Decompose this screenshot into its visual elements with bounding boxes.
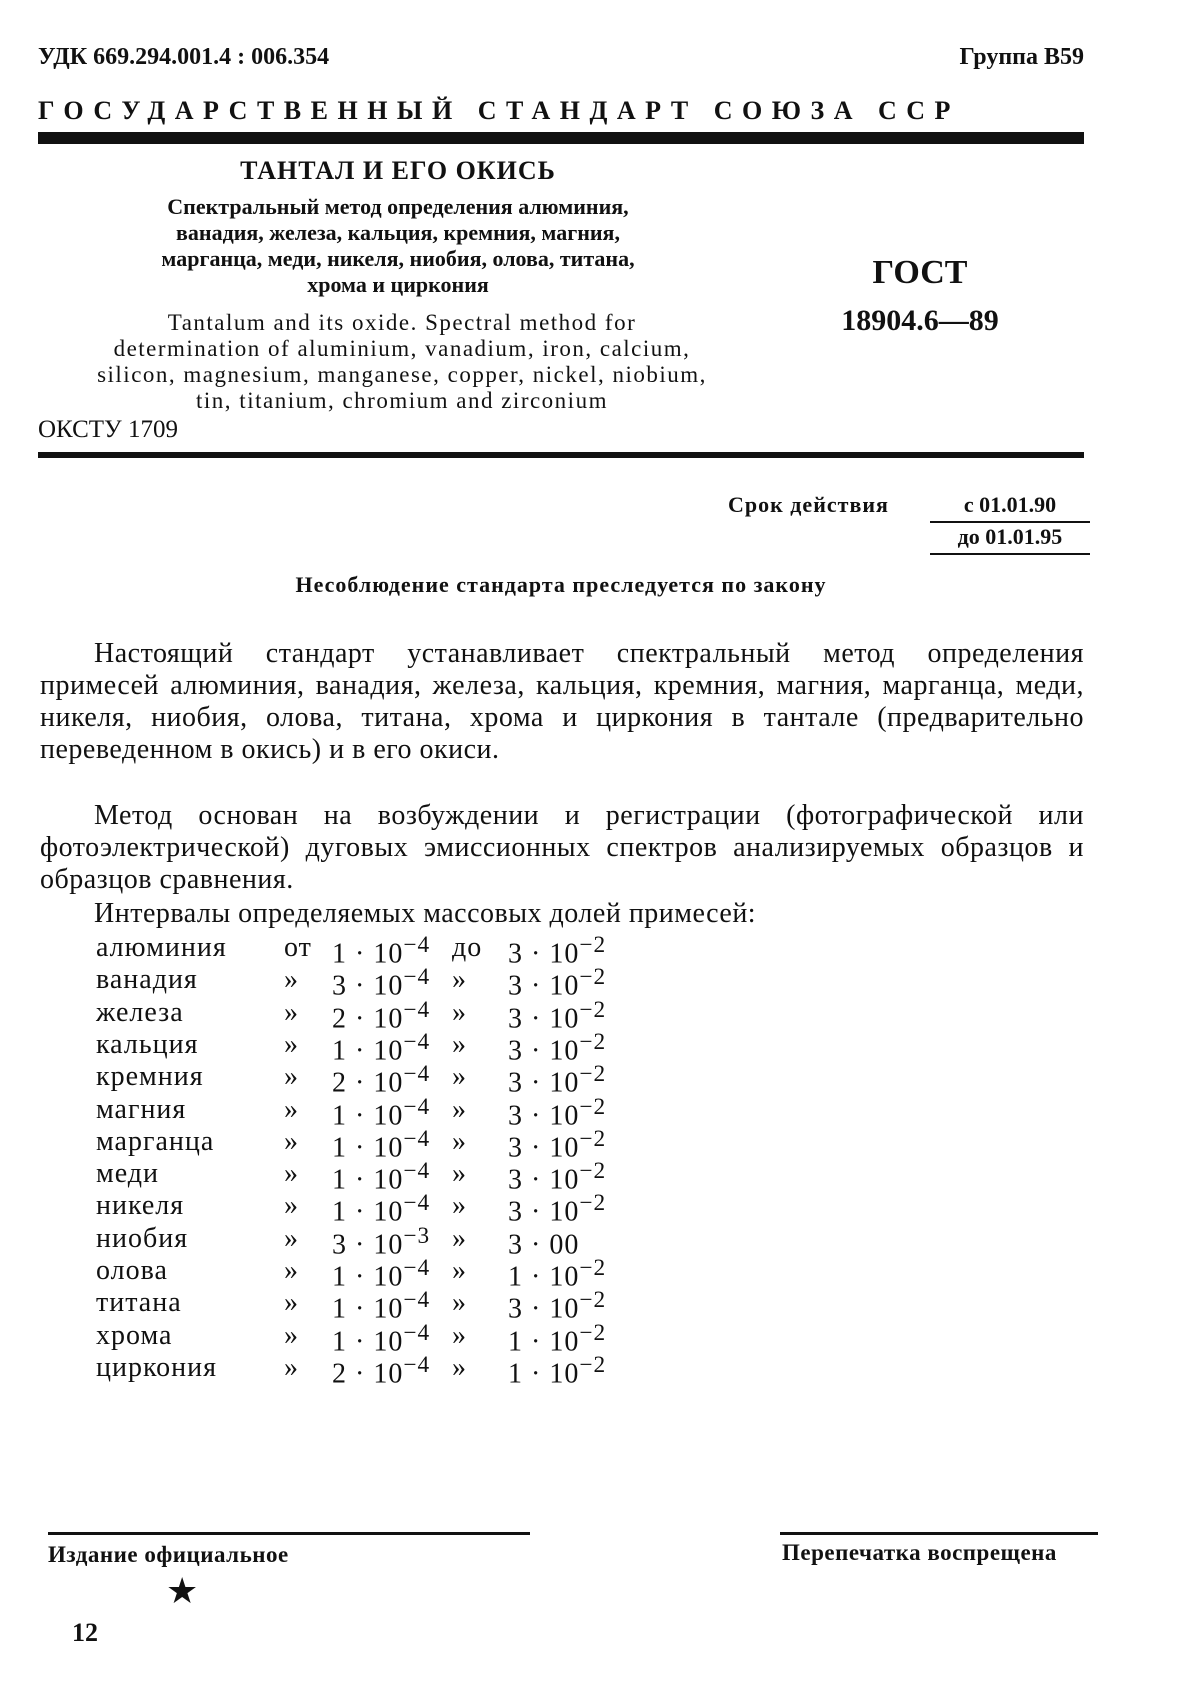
from-base: 1 · 10 bbox=[332, 1164, 404, 1196]
to-base: 3 · 10 bbox=[508, 1002, 580, 1034]
from-value bbox=[332, 1352, 430, 1390]
law-notice: Несоблюдение стандарта преследуется по закону bbox=[295, 572, 827, 597]
paragraph-method: Метод основан на возбуждении и регистрации (фотографической или фотоэлектрической) дуговых эмиссионных спектров анализируемых образцов и образцов сравнения. bbox=[40, 800, 1084, 895]
to-exponent: −2 bbox=[579, 1061, 607, 1088]
to-prefix: » bbox=[452, 1061, 467, 1093]
from-prefix: » bbox=[284, 1028, 299, 1060]
from-exponent: −4 bbox=[403, 1061, 431, 1088]
element-name: ванадия bbox=[96, 964, 198, 996]
to-exponent: −2 bbox=[579, 996, 607, 1023]
element-name: ниобия bbox=[96, 1222, 189, 1254]
to-prefix: » bbox=[452, 1158, 467, 1190]
to-prefix: » bbox=[452, 1093, 467, 1125]
from-exponent: −4 bbox=[403, 1319, 431, 1346]
gost-number: 18904.6—89 bbox=[841, 304, 999, 337]
to-prefix: до bbox=[452, 932, 483, 963]
element-name: магния bbox=[96, 1093, 187, 1125]
from-base: 1 · 10 bbox=[332, 1196, 404, 1228]
from-base: 1 · 10 bbox=[332, 1293, 404, 1325]
element-name: железа bbox=[96, 996, 184, 1028]
from-prefix: от bbox=[284, 932, 312, 963]
from-exponent: −3 bbox=[403, 1222, 431, 1249]
to-prefix: » bbox=[452, 1028, 467, 1060]
from-prefix: » bbox=[284, 1319, 299, 1351]
english-title-line: tin, titanium, chromium and zirconium bbox=[196, 388, 608, 413]
to-base: 3 · 10 bbox=[508, 1067, 580, 1099]
english-title-line: silicon, magnesium, manganese, copper, nickel, niobium, bbox=[97, 362, 707, 387]
footer-rule-right bbox=[780, 1532, 1098, 1535]
element-name: меди bbox=[96, 1158, 160, 1190]
english-title-line: determination of aluminium, vanadium, iron, calcium, bbox=[113, 336, 691, 361]
element-name: титана bbox=[96, 1287, 182, 1319]
to-base: 3 · 10 bbox=[508, 938, 580, 970]
to-prefix: » bbox=[452, 1255, 467, 1286]
to-base: 3 · 10 bbox=[508, 1132, 580, 1164]
to-exponent: −2 bbox=[579, 1190, 607, 1217]
element-name: марганца bbox=[96, 1125, 215, 1157]
to-base: 3 · 10 bbox=[508, 1035, 580, 1067]
to-exponent: −2 bbox=[579, 1287, 607, 1314]
to-base: 3 · 10 bbox=[508, 1293, 580, 1325]
to-exponent: −2 bbox=[579, 1028, 607, 1055]
to-prefix: » bbox=[452, 996, 467, 1028]
from-prefix: » bbox=[284, 996, 299, 1028]
document-subtitle bbox=[70, 194, 726, 298]
element-name: хрома bbox=[96, 1319, 173, 1351]
udk-code: УДК 669.294.001.4 : 006.354 bbox=[38, 44, 330, 70]
from-prefix: » bbox=[284, 1093, 299, 1125]
intro-paragraph bbox=[40, 638, 1084, 766]
to-prefix: » bbox=[452, 1351, 467, 1383]
from-base: 3 · 10 bbox=[332, 970, 404, 1002]
element-name: кремния bbox=[96, 1061, 204, 1093]
from-base: 1 · 10 bbox=[332, 1035, 404, 1067]
from-base: 1 · 10 bbox=[332, 1261, 404, 1293]
to-exponent: −2 bbox=[579, 1093, 607, 1120]
from-base: 2 · 10 bbox=[332, 1358, 404, 1390]
paragraph-scope: Настоящий стандарт устанавливает спектральный метод определения примесей алюминия, ванадия, железа, кальция, кремния, магния, марганца, меди, никеля, ниобия, олова, титана, хрома и циркония в тантале (предварительно переведенном в окись) и в его окиси. bbox=[40, 638, 1084, 765]
from-prefix: » bbox=[284, 1222, 299, 1254]
subtitle-line: хрома и циркония bbox=[307, 272, 489, 297]
edition-note: Издание официальное bbox=[48, 1542, 289, 1567]
validity-to: до 01.01.95 bbox=[930, 524, 1090, 555]
element-name: олова bbox=[96, 1255, 168, 1286]
to-prefix: » bbox=[452, 1125, 467, 1157]
star-icon: ★ bbox=[166, 1571, 199, 1611]
from-exponent: −4 bbox=[403, 1190, 431, 1217]
subtitle-line: Спектральный метод определения алюминия, bbox=[167, 194, 629, 219]
element-name: циркония bbox=[96, 1351, 217, 1383]
from-exponent: −4 bbox=[403, 932, 431, 958]
to-prefix: » bbox=[452, 1222, 467, 1254]
element-name: никеля bbox=[96, 1190, 185, 1222]
gost-label: ГОСТ bbox=[872, 254, 968, 291]
to-exponent: −2 bbox=[579, 1125, 607, 1152]
to-base: 3 · 10 bbox=[508, 1099, 580, 1131]
to-base: 3 · 10 bbox=[508, 1196, 580, 1228]
method-paragraph bbox=[40, 800, 1084, 896]
okstu-code: ОКСТУ 1709 bbox=[38, 416, 179, 443]
to-exponent: −2 bbox=[579, 932, 607, 958]
from-exponent: −4 bbox=[403, 1125, 431, 1152]
reprint-note: Перепечатка воспрещена bbox=[782, 1540, 1057, 1565]
to-base: 3 · 00 bbox=[508, 1229, 580, 1261]
from-prefix: » bbox=[284, 964, 299, 996]
english-title-line: Tantalum and its oxide. Spectral method for bbox=[167, 310, 637, 335]
from-exponent: −4 bbox=[403, 1028, 431, 1055]
from-exponent: −4 bbox=[403, 1255, 431, 1281]
to-prefix: » bbox=[452, 964, 467, 996]
from-base: 2 · 10 bbox=[332, 1002, 404, 1034]
subtitle-line: марганца, меди, никеля, ниобия, олова, титана, bbox=[161, 246, 635, 271]
from-exponent: −4 bbox=[403, 1351, 431, 1378]
from-base: 3 · 10 bbox=[332, 1229, 404, 1261]
validity-label: Срок действия bbox=[728, 492, 889, 517]
from-exponent: −4 bbox=[403, 1093, 431, 1120]
group-code: Группа В59 bbox=[959, 44, 1084, 70]
from-prefix: » bbox=[284, 1158, 299, 1190]
from-base: 1 · 10 bbox=[332, 1325, 404, 1357]
element-name: алюминия bbox=[96, 932, 227, 963]
intervals-title: Интервалы определяемых массовых долей примесей: bbox=[94, 898, 757, 929]
from-prefix: » bbox=[284, 1061, 299, 1093]
element-name: кальция bbox=[96, 1028, 199, 1060]
from-prefix: » bbox=[284, 1287, 299, 1319]
to-exponent: −2 bbox=[579, 1319, 607, 1346]
header-rule bbox=[38, 132, 1084, 144]
to-value bbox=[508, 1352, 606, 1390]
from-prefix: » bbox=[284, 1351, 299, 1383]
from-base: 1 · 10 bbox=[332, 938, 404, 970]
from-prefix: » bbox=[284, 1125, 299, 1157]
from-base: 1 · 10 bbox=[332, 1132, 404, 1164]
subtitle-line: ванадия, железа, кальция, кремния, магния, bbox=[176, 220, 620, 245]
to-base: 1 · 10 bbox=[508, 1358, 580, 1390]
to-base: 1 · 10 bbox=[508, 1325, 580, 1357]
to-prefix: » bbox=[452, 1190, 467, 1222]
to-prefix: » bbox=[452, 1319, 467, 1351]
from-exponent: −4 bbox=[403, 1158, 431, 1185]
from-exponent: −4 bbox=[403, 1287, 431, 1314]
to-exponent: −2 bbox=[579, 1255, 607, 1281]
validity-from: с 01.01.90 bbox=[930, 492, 1090, 523]
to-base: 1 · 10 bbox=[508, 1261, 580, 1293]
from-exponent: −4 bbox=[403, 964, 431, 991]
to-base: 3 · 10 bbox=[508, 1164, 580, 1196]
to-prefix: » bbox=[452, 1287, 467, 1319]
from-base: 1 · 10 bbox=[332, 1099, 404, 1131]
from-base: 2 · 10 bbox=[332, 1067, 404, 1099]
to-exponent: −2 bbox=[579, 1351, 607, 1378]
from-prefix: » bbox=[284, 1190, 299, 1222]
english-title bbox=[38, 310, 766, 414]
document-title: ТАНТАЛ И ЕГО ОКИСЬ bbox=[240, 156, 556, 185]
state-standard-heading: ГОСУДАРСТВЕННЫЙ СТАНДАРТ СОЮЗА ССР bbox=[38, 96, 960, 125]
from-prefix: » bbox=[284, 1255, 299, 1286]
to-exponent: −2 bbox=[579, 964, 607, 991]
page-number: 12 bbox=[72, 1618, 98, 1647]
title-block-rule bbox=[38, 452, 1084, 458]
from-exponent: −4 bbox=[403, 996, 431, 1023]
to-base: 3 · 10 bbox=[508, 970, 580, 1002]
footer-rule-left bbox=[48, 1532, 530, 1535]
to-exponent: −2 bbox=[579, 1158, 607, 1185]
